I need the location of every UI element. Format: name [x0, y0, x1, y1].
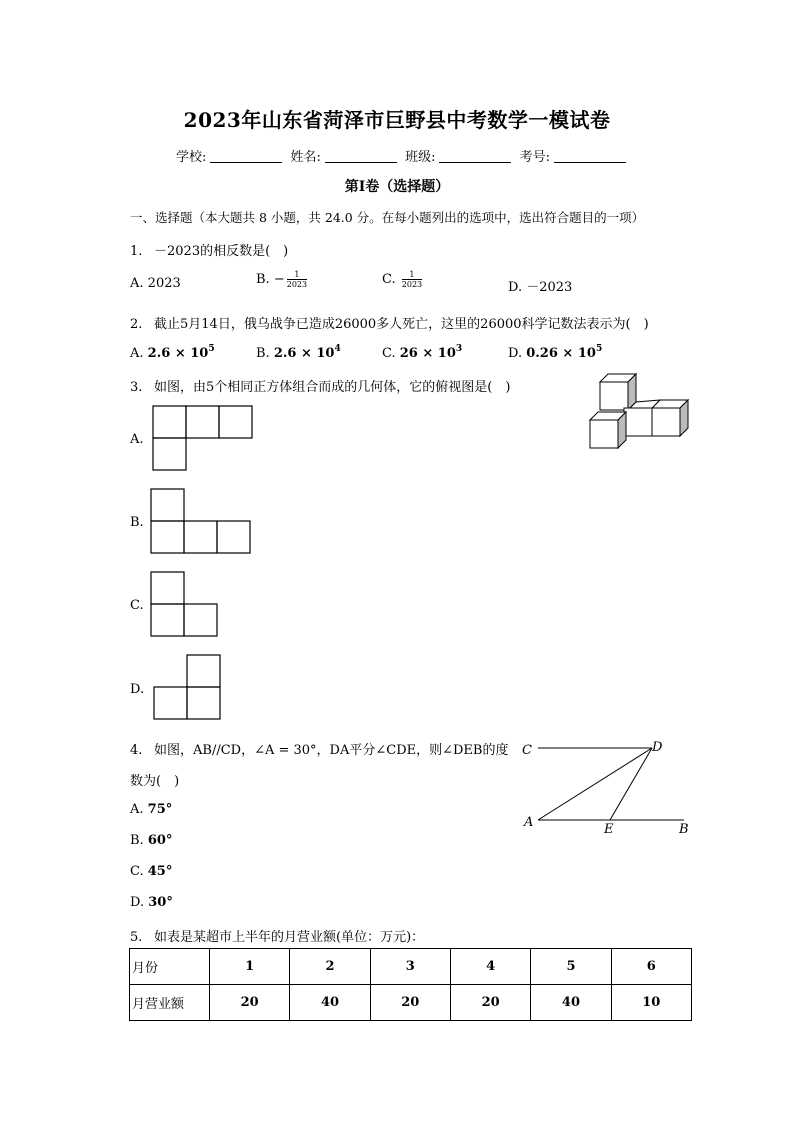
option-value: 26 × 10: [399, 346, 456, 361]
exponent: 5: [595, 344, 603, 354]
option-letter: B.: [256, 272, 270, 287]
fraction: [287, 270, 307, 289]
question-number: 1.: [130, 244, 143, 259]
school-label: 学校:: [176, 150, 207, 165]
question-text: 截止5月14日，俄乌战争已造成26000多人死亡，这里的26000科学记数法表示为( ): [154, 317, 649, 332]
point-label-e: E: [604, 822, 614, 837]
exam-no-label: 考号:: [519, 150, 550, 165]
q2-option-b[interactable]: [256, 344, 341, 361]
option-letter: D.: [508, 280, 523, 295]
option-letter: D.: [508, 346, 523, 361]
name-label: 姓名:: [290, 150, 321, 165]
table-cell: 20: [450, 985, 530, 1021]
question-text: 如表是某超市上半年的月营业额(单位：万元)：: [154, 930, 425, 945]
option-value: 60°: [147, 833, 173, 848]
q3-option-b-figure[interactable]: [150, 488, 252, 554]
minus-sign: −: [273, 272, 285, 287]
table-cell: 3: [370, 949, 450, 985]
question-text: 如图，由5个相同正方体组合而成的几何体，它的俯视图是( ): [154, 380, 511, 395]
cube-solid-figure: [586, 372, 692, 450]
point-label-a: A: [524, 815, 534, 830]
q3-option-b-label[interactable]: B.: [130, 515, 144, 530]
exponent: 3: [455, 344, 463, 354]
question-3: [130, 376, 510, 395]
option-value: 2.6 × 10: [147, 346, 209, 361]
option-value: 2023: [147, 276, 181, 291]
q3-option-a-figure[interactable]: [152, 405, 254, 471]
question-number: 5.: [130, 930, 143, 945]
option-letter: A.: [130, 802, 144, 817]
question-2: [130, 313, 649, 332]
table-cell: 5: [531, 949, 611, 985]
option-value: 2.6 × 10: [273, 346, 335, 361]
question-number: 2.: [130, 317, 143, 332]
student-info-line: [176, 146, 630, 165]
option-letter: A.: [130, 276, 144, 291]
table-cell: 6: [611, 949, 691, 985]
fraction: [402, 270, 422, 289]
point-label-d: D: [652, 740, 663, 755]
table-cell: 20: [370, 985, 450, 1021]
table-cell: 4: [450, 949, 530, 985]
part-heading: 一、选择题（本大题共 8 小题，共 24.0 分。在每小题列出的选项中，选出符合题目的一项）: [130, 210, 645, 225]
denominator: 2023: [401, 280, 423, 289]
q2-option-a[interactable]: [130, 344, 215, 361]
q1-option-b[interactable]: [256, 270, 307, 289]
q1-option-a[interactable]: [130, 276, 181, 291]
school-blank[interactable]: [210, 150, 282, 163]
option-letter: A.: [130, 346, 144, 361]
table-row: [130, 985, 692, 1021]
table-cell: 1: [210, 949, 290, 985]
denominator: 2023: [286, 280, 308, 289]
point-label-c: C: [522, 743, 532, 758]
point-label-b: B: [679, 822, 689, 837]
q1-option-c[interactable]: [382, 270, 422, 289]
class-label: 班级:: [405, 150, 436, 165]
exam-no-blank[interactable]: [554, 150, 626, 163]
q4-option-d[interactable]: [130, 895, 173, 910]
q3-option-a-label[interactable]: A.: [130, 432, 144, 447]
q3-option-d-figure[interactable]: [153, 654, 223, 720]
option-value: －2023: [526, 280, 573, 295]
q4-option-c[interactable]: [130, 864, 172, 879]
option-letter: B.: [256, 346, 270, 361]
question-4-cont: 数为( ): [130, 774, 180, 789]
question-text: －2023的相反数是( ): [154, 244, 289, 259]
q4-option-b[interactable]: [130, 833, 172, 848]
q3-option-d-label[interactable]: D.: [130, 682, 145, 697]
question-1: [130, 240, 288, 259]
question-text: 如图，AB//CD，∠A = 30°，DA平分∠CDE，则∠DEB的度: [154, 743, 509, 758]
option-value: 0.26 × 10: [526, 346, 596, 361]
option-value: 45°: [147, 864, 173, 879]
table-cell: 20: [210, 985, 290, 1021]
q3-option-c-label[interactable]: C.: [130, 598, 144, 613]
option-letter: C.: [130, 864, 144, 879]
sales-table: [129, 948, 692, 1021]
exponent: 4: [334, 344, 341, 354]
q3-option-c-figure[interactable]: [150, 571, 220, 637]
table-row-header: 月营业额: [130, 985, 210, 1021]
question-number: 4.: [130, 743, 143, 758]
q4-geometry-figure: [518, 736, 698, 840]
class-blank[interactable]: [439, 150, 511, 163]
question-5: [130, 926, 424, 945]
option-value: 75°: [147, 802, 173, 817]
name-blank[interactable]: [325, 150, 397, 163]
numerator: 1: [402, 270, 422, 280]
exponent: 5: [208, 344, 215, 354]
q2-option-c[interactable]: [382, 344, 462, 361]
table-row: [130, 949, 692, 985]
option-value: 30°: [148, 895, 173, 910]
table-cell: 2: [290, 949, 370, 985]
q1-option-d[interactable]: [508, 276, 572, 295]
q2-option-d[interactable]: [508, 344, 602, 361]
option-letter: C.: [382, 346, 396, 361]
question-number: 3.: [130, 380, 143, 395]
page-title: 2023年山东省菏泽市巨野县中考数学一模试卷: [183, 108, 611, 132]
question-4: [130, 739, 508, 758]
numerator: 1: [287, 270, 307, 280]
option-letter: C.: [382, 272, 396, 287]
table-cell: 40: [531, 985, 611, 1021]
table-row-header: 月份: [130, 949, 210, 985]
section-heading: 第Ⅰ卷（选择题）: [344, 179, 450, 195]
table-cell: 10: [611, 985, 691, 1021]
option-letter: B.: [130, 833, 144, 848]
q4-option-a[interactable]: [130, 802, 172, 817]
option-letter: D.: [130, 895, 145, 910]
table-cell: 40: [290, 985, 370, 1021]
